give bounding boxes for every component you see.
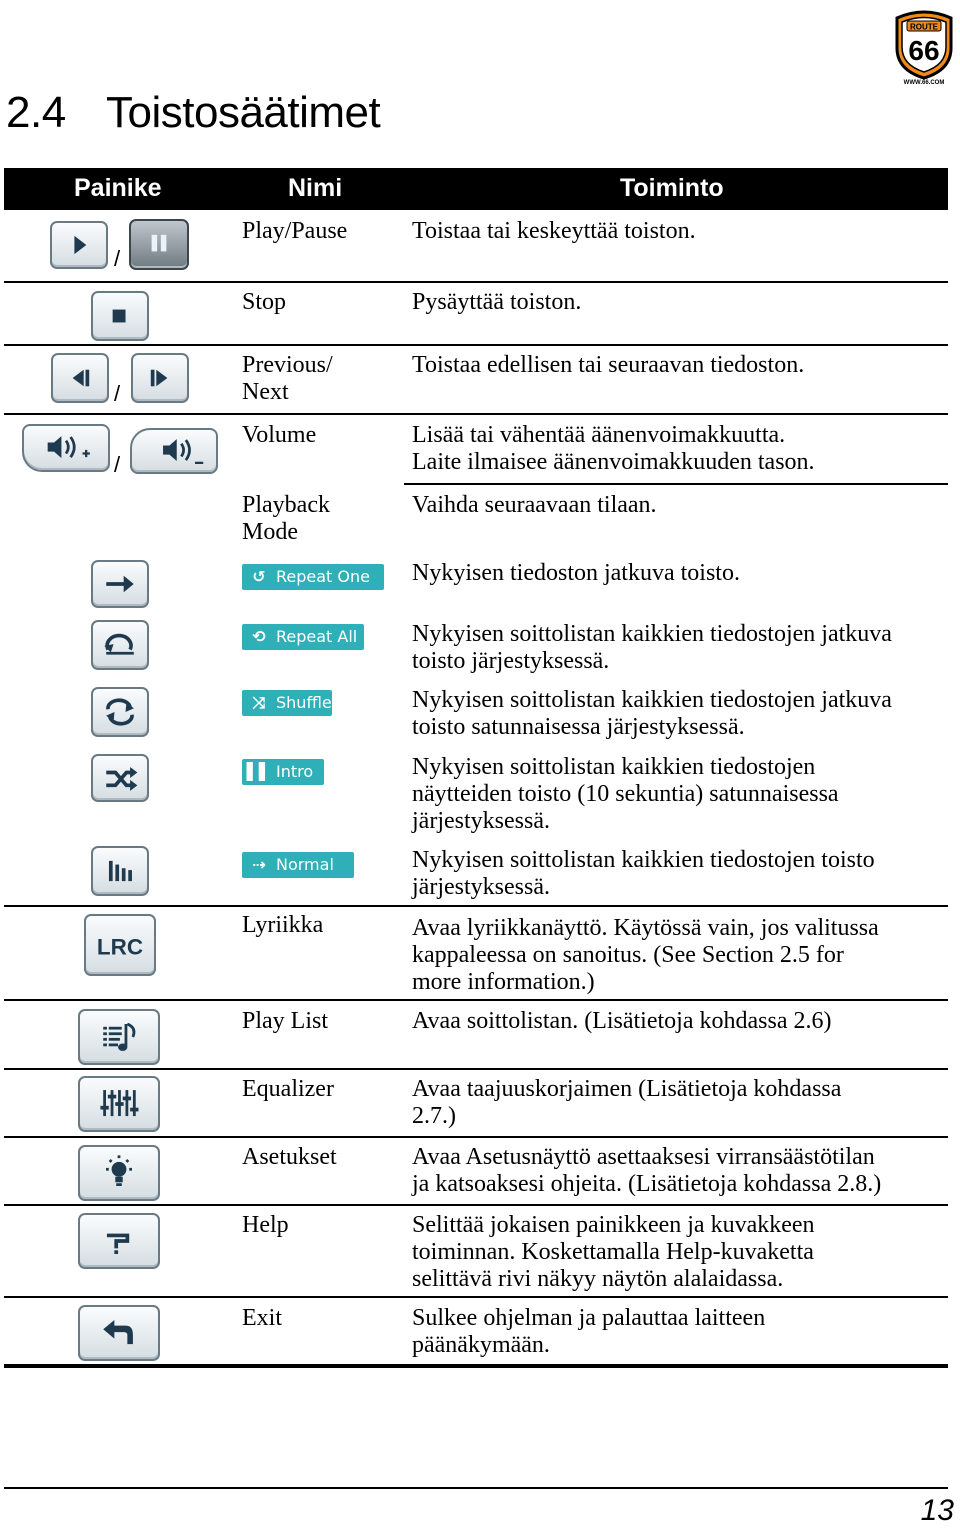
playlist-desc: Avaa soittolistan. (Lisätietoja kohdassa 2.6) xyxy=(412,1008,832,1034)
repeat-one-badge-label: Repeat One xyxy=(276,567,370,586)
repeat-all-desc-line1: Nykyisen soittolistan kaikkien tiedostojen jatkuva xyxy=(412,621,892,647)
section-title-text: Toistosäätimet xyxy=(106,88,381,137)
normal-badge-label: Normal xyxy=(276,855,334,874)
header-button: Painike xyxy=(74,174,162,202)
shuffle-desc-line1: Nykyisen soittolistan kaikkien tiedostojen jatkuva xyxy=(412,687,892,713)
pause-icon xyxy=(129,219,189,270)
shuffle-badge xyxy=(242,690,332,716)
settings-desc-line1: Avaa Asetusnäyttö asettaaksesi virransäästötilan xyxy=(412,1144,875,1170)
exit-desc-line2: päänäkymään. xyxy=(412,1332,550,1358)
header-name: Nimi xyxy=(288,174,343,202)
prev-next-name-line1: Previous/ xyxy=(242,352,333,378)
header-function: Toiminto xyxy=(620,174,724,202)
prev-next-name-line2: Next xyxy=(242,379,289,405)
volume-desc-line2: Laite ilmaisee äänenvoimakkuuden tason. xyxy=(412,449,815,475)
row-divider xyxy=(4,905,948,907)
playback-mode-name-line2: Mode xyxy=(242,519,298,545)
lyrics-desc-line3: more information.) xyxy=(412,969,595,995)
section-title xyxy=(6,88,380,138)
normal-badge xyxy=(242,852,354,878)
equalizer-icon xyxy=(78,1076,160,1132)
repeat-one-mode-icon xyxy=(91,560,149,608)
volume-down-icon xyxy=(130,428,218,474)
volume-name: Volume xyxy=(242,422,317,448)
play-icon xyxy=(50,221,108,269)
intro-badge xyxy=(242,759,324,785)
intro-desc-line2: näytteiden toisto (10 sekuntia) satunnaisessa xyxy=(412,781,839,807)
logo-number: 66 xyxy=(908,35,940,66)
help-desc-line3: selittävä rivi näkyy näytön alalaidassa. xyxy=(412,1266,784,1292)
section-number: 2.4 xyxy=(6,88,66,137)
volume-desc-line1: Lisää tai vähentää äänenvoimakkuutta. xyxy=(412,422,786,448)
row-divider xyxy=(4,413,948,415)
logo-top-text: ROUTE xyxy=(910,22,938,32)
equalizer-desc-line2: 2.7.) xyxy=(412,1103,456,1129)
row-divider xyxy=(4,999,948,1001)
playlist-name: Play List xyxy=(242,1008,329,1034)
stop-icon xyxy=(91,291,149,341)
row-divider xyxy=(4,1204,948,1206)
help-icon xyxy=(78,1213,160,1269)
settings-name: Asetukset xyxy=(242,1144,337,1170)
play-pause-desc: Toistaa tai keskeyttää toiston. xyxy=(412,218,696,244)
play-pause-name: Play/Pause xyxy=(242,218,348,244)
help-name: Help xyxy=(242,1212,289,1238)
logo-url: WWW.66.COM xyxy=(903,80,945,86)
settings-desc-line2: ja katsoaksesi ohjeita. (Lisätietoja kohdassa 2.8.) xyxy=(412,1171,882,1197)
intro-mode-icon xyxy=(91,754,149,802)
table-header xyxy=(4,168,948,210)
lyrics-desc-line2: kappaleessa on sanoitus. (See Section 2.5 for xyxy=(412,942,844,968)
playback-mode-name-line1: Playback xyxy=(242,492,330,518)
equalizer-name: Equalizer xyxy=(242,1076,334,1102)
shuffle-badge-icon: ⤨ xyxy=(252,693,266,712)
shuffle-desc-line2: toisto satunnaisessa järjestyksessä. xyxy=(412,714,745,740)
separator-slash: / xyxy=(114,381,121,406)
lyrics-desc-line1: Avaa lyriikkanäyttö. Käytössä vain, jos valitussa xyxy=(412,915,879,941)
intro-badge-icon: ▌▌ xyxy=(246,762,272,781)
page-number: 13 xyxy=(920,1494,954,1527)
exit-back-icon xyxy=(78,1305,160,1361)
volume-up-icon xyxy=(22,424,110,472)
normal-badge-icon: ⇢ xyxy=(252,855,266,874)
row-divider xyxy=(4,281,948,283)
route66-logo xyxy=(893,8,955,86)
separator-slash: / xyxy=(114,246,121,271)
help-desc-line1: Selittää jokaisen painikkeen ja kuvakkeen xyxy=(412,1212,815,1238)
previous-icon xyxy=(51,353,109,403)
normal-mode-icon xyxy=(91,846,149,896)
exit-name: Exit xyxy=(242,1305,282,1331)
table-bottom-rule xyxy=(4,1364,948,1368)
repeat-all-desc-line2: toisto järjestyksessä. xyxy=(412,648,610,674)
normal-desc-line1: Nykyisen soittolistan kaikkien tiedostojen toisto xyxy=(412,847,875,873)
lyrics-name: Lyriikka xyxy=(242,912,324,938)
stop-name: Stop xyxy=(242,289,287,315)
stop-desc: Pysäyttää toiston. xyxy=(412,289,582,315)
row-divider xyxy=(404,483,948,485)
footer-rule xyxy=(4,1487,948,1489)
intro-desc-line1: Nykyisen soittolistan kaikkien tiedostojen xyxy=(412,754,816,780)
repeat-one-badge xyxy=(242,564,384,590)
lyrics-lrc-icon xyxy=(84,914,156,976)
row-divider xyxy=(4,344,948,346)
row-divider xyxy=(4,1068,948,1070)
playback-mode-desc: Vaihda seuraavaan tilaan. xyxy=(412,492,657,518)
normal-desc-line2: järjestyksessä. xyxy=(412,874,550,900)
lrc-icon-label: LRC xyxy=(96,934,144,960)
repeat-all-badge-label: Repeat All xyxy=(276,627,358,646)
next-icon xyxy=(131,353,189,403)
repeat-all-mode-icon xyxy=(91,620,149,670)
shuffle-mode-icon xyxy=(91,687,149,737)
repeat-one-desc: Nykyisen tiedoston jatkuva toisto. xyxy=(412,560,740,586)
playlist-icon xyxy=(78,1009,160,1065)
intro-badge-label: Intro xyxy=(276,762,314,781)
repeat-all-badge xyxy=(242,624,364,650)
row-divider xyxy=(4,1136,948,1138)
row-divider xyxy=(4,1296,948,1298)
repeat-one-badge-icon: ↺ xyxy=(252,567,266,586)
intro-desc-line3: järjestyksessä. xyxy=(412,808,550,834)
shuffle-badge-label: Shuffle xyxy=(276,693,332,712)
help-desc-line2: toiminnan. Koskettamalla Help-kuvaketta xyxy=(412,1239,814,1265)
prev-next-desc: Toistaa edellisen tai seuraavan tiedoston. xyxy=(412,352,805,378)
exit-desc-line1: Sulkee ohjelman ja palauttaa laitteen xyxy=(412,1305,766,1331)
settings-lightbulb-icon xyxy=(78,1145,160,1201)
repeat-all-badge-icon: ⟲ xyxy=(252,627,266,646)
separator-slash: / xyxy=(114,452,121,477)
equalizer-desc-line1: Avaa taajuuskorjaimen (Lisätietoja kohdassa xyxy=(412,1076,842,1102)
